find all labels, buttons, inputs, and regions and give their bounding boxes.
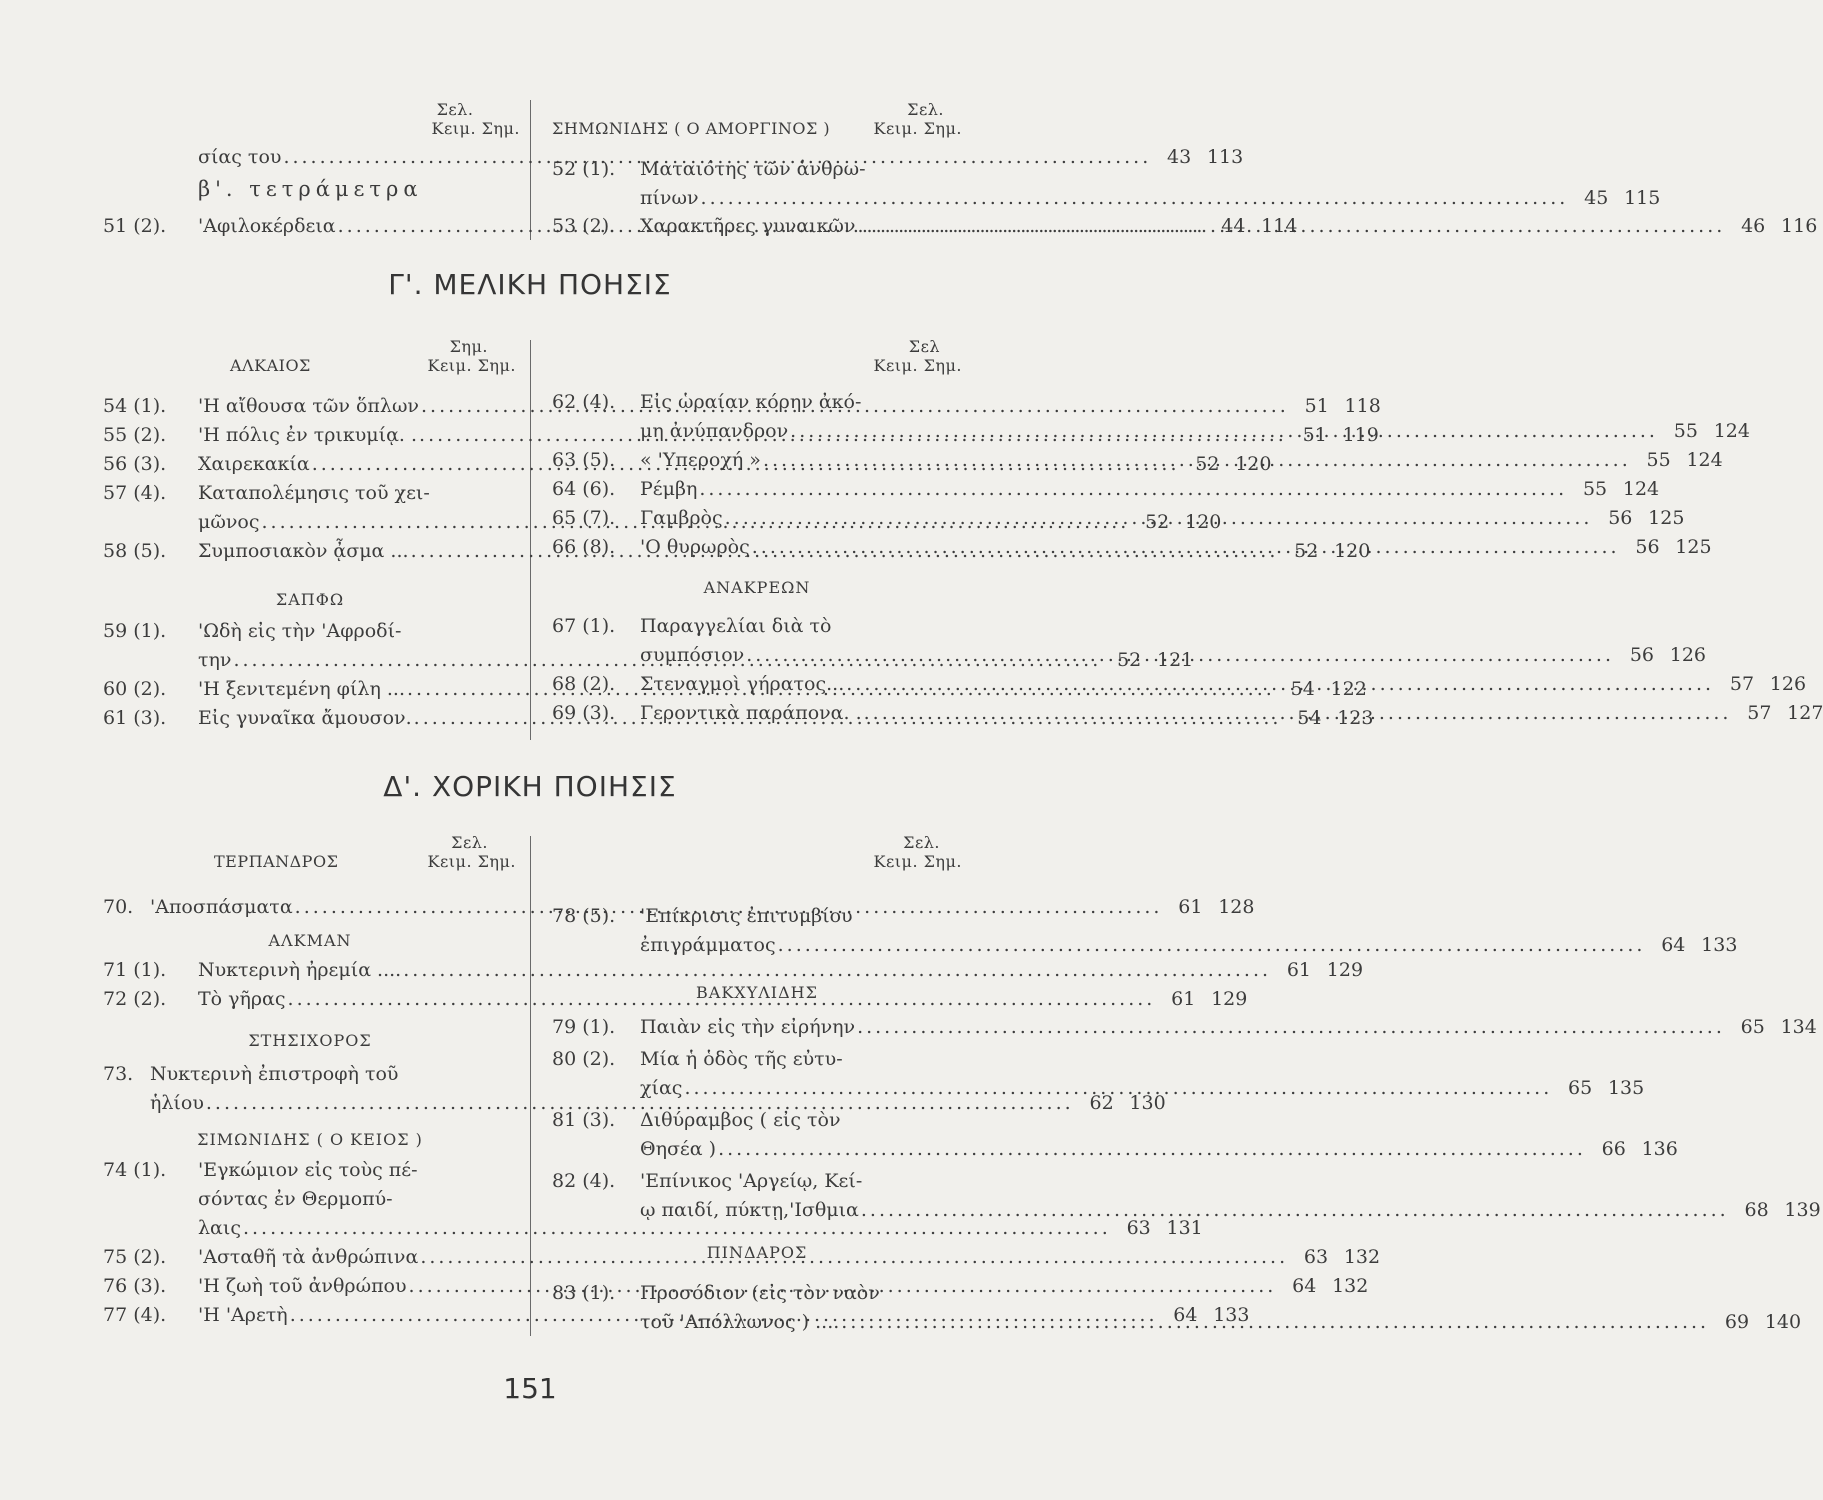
entry-number: 57 (4). (103, 482, 167, 504)
entry-title-cont: τοῦ 'Απόλλωνος ) .... (640, 1311, 840, 1333)
entry-number: 63 (5). (552, 449, 616, 471)
entry-note: 114 (1261, 215, 1298, 237)
entry-title: 'Ωδὴ εἰς τὴν 'Αφροδί- (198, 620, 402, 642)
entry-number: 56 (3). (103, 453, 167, 475)
entry-title: Προσόδιον (εἰς τὸν ναὸν (640, 1282, 880, 1304)
entry-title: 'Η αἴθουσα τῶν ὅπλων (198, 395, 419, 417)
entry-page: 43 (1167, 146, 1192, 168)
tetrametra-heading: β'. τετράμετρα (198, 177, 423, 201)
entry-title: Νυκτερινὴ ἐπιστροφὴ τοῦ (150, 1063, 399, 1085)
entry-page: 66 (1601, 1138, 1626, 1160)
entry-page: 45 (1584, 187, 1609, 209)
entry-number: 64 (6). (552, 478, 616, 500)
entry-note: 116 (1781, 215, 1818, 237)
entry-note: 113 (1206, 146, 1244, 168)
entry-number: 81 (3). (552, 1109, 616, 1131)
header-label: ΣΗΜΩΝΙΔΗΣ ( Ο ΑΜΟΡΓΙΝΟΣ ) (552, 119, 831, 138)
entry-number: 74 (1). (103, 1159, 167, 1181)
entry-note: 118 (1344, 395, 1381, 417)
alkman-heading: ΑΛΚΜΑΝ (268, 931, 352, 950)
header-sel: Σημ. (449, 337, 488, 356)
entry-title-cont: την (198, 649, 232, 671)
entry-title: Καταπολέμησις τοῦ χει- (198, 482, 430, 504)
entry-title-cont: πίνων (640, 187, 699, 209)
entry-number: 51 (2). (103, 215, 167, 237)
entry-number: 58 (5). (103, 540, 167, 562)
entry-title: Ματαιότης τῶν ἀνθρω- (640, 158, 866, 180)
entry-title: 'Η ξενιτεμένη φίλη ... (198, 678, 405, 700)
entry-title: 'Η πόλις ἐν τρικυμίᾳ. . (198, 424, 418, 446)
entry-title: 'Ο θυρωρὸς (640, 536, 750, 558)
entry-number: 66 (8). (552, 536, 616, 558)
entry-number: 78 (5). (552, 905, 616, 927)
entry-title: Παραγγελίαι διὰ τὸ (640, 615, 832, 637)
entry-title: Χαιρεκακία (198, 453, 310, 475)
entry-page: 65 (1740, 1016, 1765, 1038)
toc-entry (103, 956, 1364, 985)
pindaros-heading: ΠΙΝΔΑΡΟΣ (706, 1243, 808, 1262)
entry-note: 120 (1185, 511, 1222, 533)
entry-title: 'Εγκώμιον εἰς τοὺς πέ- (198, 1159, 418, 1181)
entry-title: Ρέμβη (640, 478, 698, 500)
entry-note: 115 (1624, 187, 1661, 209)
section-title: Γ'. ΜΕΛΙΚΗ ΠΟΗΣΙΣ (388, 268, 672, 301)
toc-entry (552, 1106, 1678, 1164)
entry-title: « 'Υπεροχή » (640, 449, 761, 471)
header-sel: Σελ. (903, 833, 940, 852)
entry-title-cont: λαις (198, 1217, 241, 1239)
entry-page: 63 (1303, 1246, 1329, 1268)
entry-title: Παιὰν εἰς τὴν εἰρήνην (640, 1016, 856, 1038)
entry-note: 124 (1686, 449, 1723, 471)
entry-title-cont: συμπόσιον (640, 644, 745, 666)
entry-note: 140 (1764, 1311, 1802, 1333)
entry-page: 61 (1171, 988, 1196, 1010)
entry-note: 131 (1166, 1217, 1203, 1239)
entry-number: 53 (2). (552, 215, 616, 237)
header-label: ΑΛΚΑΙΟΣ (230, 356, 311, 375)
bakchylides-heading: ΒΑΚΧΥΛΙΔΗΣ (696, 983, 818, 1002)
header-sel: Σελ. (436, 100, 474, 119)
entry-number: 70. (103, 896, 134, 918)
entry-note: 132 (1332, 1275, 1369, 1297)
entry-page: 51 (1304, 395, 1329, 417)
entry-number: 60 (2). (103, 678, 167, 700)
header-cols: Κειμ. Σημ. (427, 852, 516, 871)
entry-number: 77 (4). (103, 1304, 167, 1326)
entry-page: 62 (1089, 1092, 1114, 1114)
entry-page: 64 (1173, 1304, 1198, 1326)
entry-title: Διθύραμβος ( εἰς τὸν (640, 1109, 841, 1131)
entry-page: 56 (1629, 644, 1654, 666)
entry-note: 126 (1669, 644, 1706, 666)
entry-number: 72 (2). (103, 988, 167, 1010)
entry-title: Εἰς γυναῖκα ἄμουσον. (198, 707, 412, 729)
entry-number: 79 (1). (552, 1016, 616, 1038)
entry-note: 127 (1787, 702, 1823, 724)
entry-note: 120 (1235, 453, 1272, 475)
entry-note: 139 (1784, 1199, 1821, 1221)
entry-page: 54 (1290, 678, 1315, 700)
toc-entry (552, 475, 1660, 504)
entry-title: Νυκτερινὴ ἠρεμία .... (198, 959, 402, 981)
entry-title: 'Η 'Αρετὴ (198, 1304, 288, 1326)
header-cols: Κειμ. Σημ. (873, 852, 962, 871)
entry-note: 120 (1334, 540, 1371, 562)
entry-page: 57 (1729, 673, 1755, 695)
entry-page: 52 (1117, 649, 1142, 671)
page-number: 151 (503, 1372, 557, 1405)
entry-title: Γαμβρὸς (640, 507, 723, 529)
header-label: ΤΕΡΠΑΝΔΡΟΣ (214, 852, 339, 871)
right-header (700, 833, 962, 871)
entry-note: 121 (1156, 649, 1194, 671)
header-sel: Σελ. (451, 833, 488, 852)
entry-page: 64 (1661, 934, 1686, 956)
entry-note: 129 (1326, 959, 1364, 981)
entry-note: 124 (1622, 478, 1660, 500)
entry-number: 52 (1). (552, 158, 616, 180)
entry-title-cont: ῳ παιδί, πύκτῃ,'Ισθμια (640, 1199, 859, 1221)
entry-title: Χαρακτῆρες γυναικῶν (640, 215, 856, 237)
entry-title: Εἰς ὡραίαν κόρην ἀκό- (640, 391, 862, 413)
header-cols: Κειμ. Σημ. (427, 356, 516, 375)
top-left-header (390, 100, 520, 138)
entry-page: 63 (1126, 1217, 1151, 1239)
entry-page: 56 (1635, 536, 1660, 558)
header-sel: Σελ. (907, 100, 944, 119)
entry-title: Μία ἡ ὁδὸς τῆς εὐτυ- (640, 1048, 843, 1070)
entry-page: 69 (1724, 1311, 1750, 1333)
entry-page: 46 (1741, 215, 1766, 237)
entry-note: 133 (1701, 934, 1738, 956)
entry-title: 'Ασταθῆ τὰ ἀνθρώπινα (198, 1246, 419, 1268)
simonides-heading: ΣΙΜΩΝΙΔΗΣ ( Ο ΚΕΙΟΣ ) (197, 1130, 423, 1149)
entry-note: 124 (1713, 420, 1750, 442)
entry-note: 132 (1343, 1246, 1381, 1268)
entry-number: 67 (1). (552, 615, 616, 637)
sappho-heading: ΣΑΠΦΩ (275, 590, 345, 609)
entry-page: 56 (1608, 507, 1633, 529)
header-cols: Κειμ. Σημ. (431, 119, 520, 138)
entry-page: 55 (1673, 420, 1698, 442)
toc-entry (552, 1167, 1821, 1225)
entry-title: 'Επίνικος 'Αργείῳ, Κεί- (640, 1170, 863, 1192)
entry-title: σίας του (198, 146, 282, 168)
entry-page: 52 (1294, 540, 1319, 562)
entry-page: 61 (1286, 959, 1312, 981)
entry-note: 134 (1780, 1016, 1817, 1038)
entry-title: Στεναγμοὶ γήρατος... (640, 673, 845, 695)
entry-note: 119 (1342, 424, 1379, 446)
entry-page: 51 (1302, 424, 1327, 446)
anakreon-heading: ΑΝΑΚΡΕΩΝ (703, 578, 811, 597)
entry-page: 52 (1145, 511, 1170, 533)
entry-page: 55 (1582, 478, 1608, 500)
entry-title: 'Η ζωὴ τοῦ ἀνθρώπου (198, 1275, 407, 1297)
entry-title-cont: μῶνος (198, 511, 260, 533)
header-cols: Κειμ. Σημ. (873, 356, 962, 375)
entry-title-cont: ἡλίου (150, 1092, 204, 1114)
entry-number: 82 (4). (552, 1170, 616, 1192)
section-title: Δ'. ΧΟΡΙΚΗ ΠΟΙΗΣΙΣ (383, 770, 677, 803)
entry-title: 'Αποσπάσματα (150, 896, 293, 918)
entry-number: 75 (2). (103, 1246, 167, 1268)
terpandros-header (214, 833, 516, 871)
entry-page: 65 (1568, 1077, 1593, 1099)
entry-number: 76 (3). (103, 1275, 167, 1297)
entry-note: 123 (1337, 707, 1374, 729)
entry-note: 122 (1330, 678, 1367, 700)
entry-number: 65 (7). (552, 507, 616, 529)
header-sel: Σελ (908, 337, 940, 356)
entry-note: 125 (1648, 507, 1685, 529)
entry-number: 55 (2). (103, 424, 167, 446)
entry-note: 133 (1213, 1304, 1250, 1326)
entry-number: 59 (1). (103, 620, 167, 642)
entry-page: 64 (1292, 1275, 1317, 1297)
entry-note: 129 (1211, 988, 1248, 1010)
entry-title: 'Επίκρισις ἐπιτυμβίου (640, 905, 853, 927)
entry-page: 57 (1747, 702, 1772, 724)
entry-note: 130 (1129, 1092, 1166, 1114)
header-cols: Κειμ. Σημ. (873, 119, 962, 138)
entry-title: Συμποσιακὸν ᾆσμα ... (198, 540, 409, 562)
entry-title-cont: μη ἀνύπανδρον (640, 420, 789, 442)
alkaios-header (230, 337, 516, 375)
entry-title: 'Αφιλοκέρδεια (198, 215, 336, 237)
entry-note: 126 (1769, 673, 1807, 695)
entry-number: 83 (1). (552, 1282, 616, 1304)
entry-number: 61 (3). (103, 707, 167, 729)
entry-page: 55 (1646, 449, 1671, 471)
entry-note: 136 (1641, 1138, 1678, 1160)
entry-title-cont: σόντας ἐν Θερμοπύ- (198, 1188, 393, 1210)
entry-title: Τὸ γῆρας (198, 988, 286, 1010)
entry-title: Γεροντικὰ παράπονα. . (640, 702, 862, 724)
entry-title-cont: ἐπιγράμματος (640, 934, 776, 956)
entry-page: 68 (1744, 1199, 1769, 1221)
right-header (700, 337, 962, 375)
top-right-header (552, 100, 962, 138)
entry-number: 69 (3). (552, 702, 616, 724)
entry-page: 44 (1221, 215, 1246, 237)
entry-number: 73. (103, 1063, 134, 1085)
entry-page: 52 (1195, 453, 1220, 475)
entry-note: 128 (1218, 896, 1255, 918)
stesichoros-heading: ΣΤΗΣΙΧΟΡΟΣ (248, 1031, 372, 1050)
entry-number: 71 (1). (103, 959, 167, 981)
entry-page: 61 (1178, 896, 1203, 918)
entry-number: 54 (1). (103, 395, 167, 417)
toc-entry (552, 1013, 1817, 1042)
entry-title-cont: Θησέα ) (640, 1138, 717, 1160)
entry-title-cont: χίας (640, 1077, 683, 1099)
entry-note: 135 (1607, 1077, 1645, 1099)
entry-number: 80 (2). (552, 1048, 616, 1070)
entry-page: 54 (1297, 707, 1322, 729)
entry-number: 68 (2). (552, 673, 616, 695)
entry-note: 125 (1675, 536, 1712, 558)
entry-number: 62 (4). (552, 391, 616, 413)
